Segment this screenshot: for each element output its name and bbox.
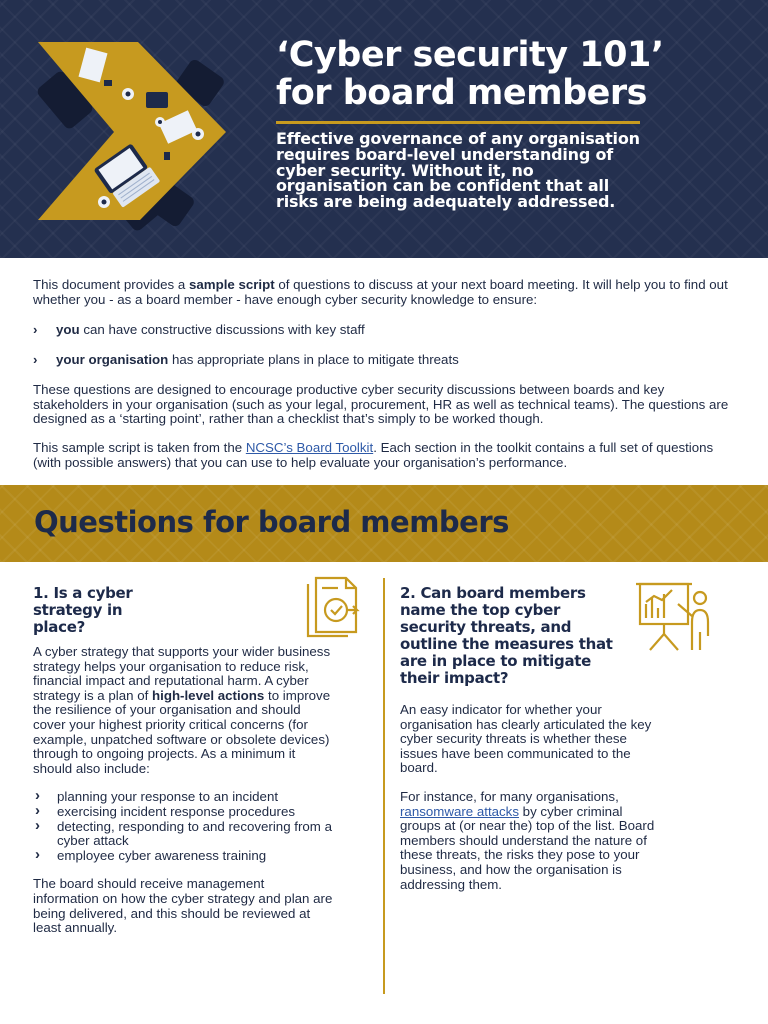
list-item: › planning your response to an incident (33, 790, 333, 805)
question-1-body (33, 645, 333, 936)
title-underline (276, 121, 640, 124)
question-2-paragraph-1: An easy indicator for whether your organisation has clearly articulated the key cyber security threats is whether these issues have been communicated to the board. (400, 702, 652, 776)
body-text: A cyber strategy that supports your wider business strategy helps your organisation to reduce risk, financial impact and reputational harm. A cyber strategy is a plan of (33, 644, 331, 703)
question-title-line: place? (33, 618, 85, 636)
bullet-text (56, 353, 459, 368)
strategy-document-icon (302, 574, 368, 638)
section-banner (0, 485, 768, 562)
question-title-line: security threats, and (400, 618, 572, 636)
body-text: For instance, for many organisations, (400, 788, 619, 804)
list-item: › detecting, responding to and recovering from a cyber attack (33, 820, 333, 849)
section-title: Questions for board members (34, 505, 509, 539)
bullet-rest: has appropriate plans in place to mitigate threats (168, 352, 459, 367)
bullet-text (56, 323, 365, 338)
question-title-line: name the top cyber (400, 601, 561, 619)
intro-bullet-2 (33, 353, 459, 368)
intro-text: This sample script is taken from the (33, 440, 246, 455)
meeting-table-illustration (30, 36, 240, 232)
list-item: › exercising incident response procedures (33, 805, 333, 820)
question-title-line: outline the measures that (400, 635, 613, 653)
title-line-1: ‘Cyber security 101’ (276, 35, 664, 75)
intro-bold-text: sample script (188, 277, 275, 292)
question-title-line: strategy in (33, 601, 123, 619)
intro-paragraph-3 (33, 441, 738, 470)
page-title (276, 36, 746, 112)
question-2-body (400, 703, 660, 892)
list-item: › employee cyber awareness training (33, 849, 333, 864)
question-title-line: their impact? (400, 669, 509, 687)
chevron-right-icon: › (33, 322, 38, 337)
chevron-right-icon: › (33, 352, 38, 367)
intro-text: of questions to discuss at your next board meeting. It will help you to find out whether you - as a board member - have enough cyber security knowledge to ensure: (33, 277, 728, 307)
intro-bullet-1 (33, 323, 365, 338)
question-title-line: are in place to mitigate (400, 652, 592, 670)
page-subtitle: Effective governance of any organisation requires board-level understanding of cyber security. Without it, no organisation can be confident that all risks are being adequately addressed. (276, 129, 640, 212)
body-bold: high-level actions (152, 687, 265, 703)
question-1-paragraph-1 (33, 645, 333, 776)
question-1-list (33, 790, 333, 863)
intro-text: This document provides a (33, 277, 189, 292)
board-toolkit-link[interactable]: NCSC’s Board Toolkit (245, 440, 374, 455)
header-banner (0, 0, 768, 258)
bullet-rest: can have constructive discussions with key staff (79, 322, 365, 337)
question-1-paragraph-2: The board should receive management information on how the cyber strategy and plan are being delivered, and this should be reviewed at least annually. (33, 876, 333, 936)
intro-paragraph-2: These questions are designed to encourage productive cyber security discussions between boards and key stakeholders in your organisation (such as your legal, procurement, HR as well as technical teams). The questions are designed as a ‘starting point’, rather than a checklist that’s simply to be worked though. (33, 382, 729, 427)
intro-paragraph-1 (33, 278, 738, 307)
question-title-line: 2. Can board members (400, 584, 586, 602)
question-2-title (400, 585, 625, 687)
body-text: to improve the resilience of your organisation and should cover your highest priority critical concerns (for example, unpatched software or obsolete devices) through to ongoing projects. As a minimum it should also include: (33, 687, 331, 776)
intro-text: . Each section in the toolkit contains a full set of questions (with possible answers) that you can use to help evaluate your organisation’s performance. (33, 440, 714, 470)
ransomware-attacks-link[interactable]: ransomware attacks (400, 803, 519, 819)
column-divider (383, 578, 385, 994)
body-text: by cyber criminal groups at (or near the) top of the list. Board members should understand the nature of these threats, the risks they pose to your business, and how the organisation is addressing them. (400, 803, 655, 892)
presentation-board-icon (634, 578, 714, 654)
question-2-paragraph-2 (400, 790, 660, 892)
question-title-line: 1. Is a cyber (33, 584, 133, 602)
title-line-2: for board members (276, 73, 647, 113)
bullet-bold: you (56, 322, 80, 337)
bullet-bold: your organisation (56, 352, 169, 367)
question-1-title (33, 585, 183, 636)
